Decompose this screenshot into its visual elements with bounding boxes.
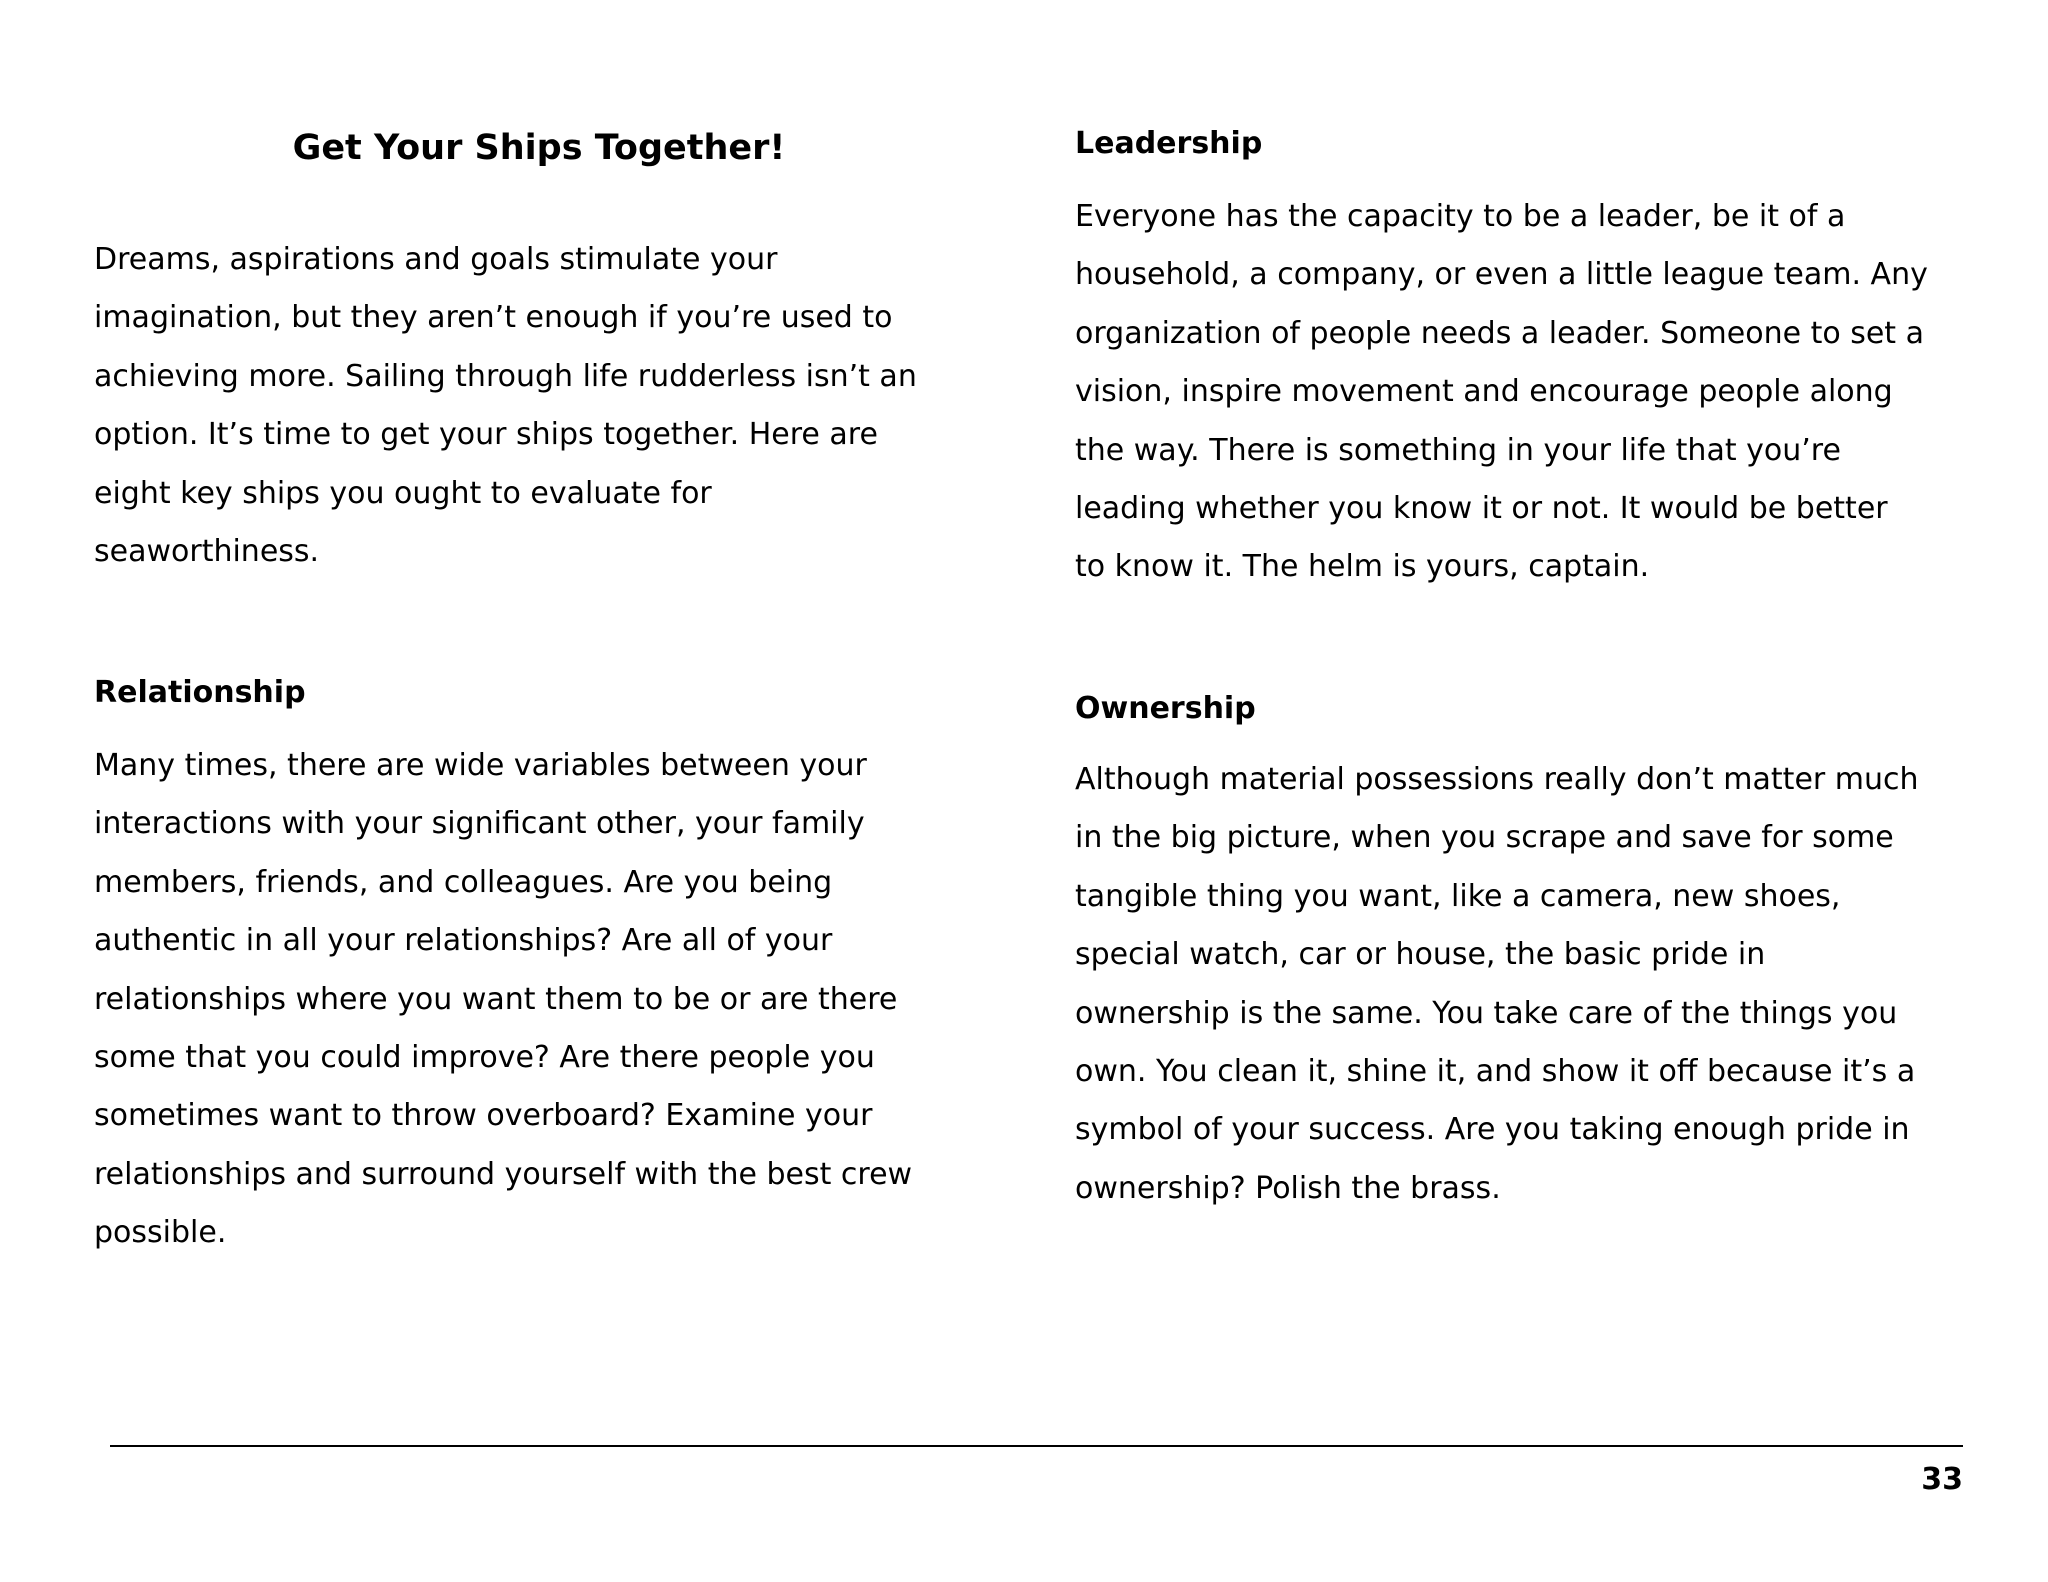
relationship-paragraph: [94, 737, 984, 1263]
text-line: symbol of your success. Are you taking enough pride in: [1075, 1112, 1910, 1148]
text-line: to know it. The helm is yours, captain.: [1075, 549, 1650, 585]
footer-divider: [110, 1445, 1963, 1447]
text-line: Although material possessions really don’t matter much: [1075, 762, 1919, 797]
text-line: leading whether you know it or not. It would be better: [1075, 491, 1888, 527]
leadership-paragraph: [1075, 188, 1965, 597]
ownership-paragraph: [1075, 751, 1965, 1218]
section-heading-relationship: Relationship: [94, 675, 306, 710]
text-line: some that you could improve? Are there people you: [94, 1040, 875, 1076]
text-line: relationships and surround yourself with the best crew: [94, 1156, 913, 1192]
text-line: Many times, there are wide variables between your: [94, 748, 867, 783]
text-line: sometimes want to throw overboard? Examine your: [94, 1098, 873, 1134]
text-line: organization of people needs a leader. Someone to set a: [1075, 315, 1924, 351]
text-line: possible.: [94, 1215, 227, 1251]
text-line: authentic in all your relationships? Are all of your: [94, 923, 833, 959]
section-heading-leadership: Leadership: [1075, 126, 1263, 161]
text-line: ownership is the same. You take care of the things you: [1075, 995, 1898, 1031]
text-line: ownership? Polish the brass.: [1075, 1170, 1501, 1206]
text-line: members, friends, and colleagues. Are you being: [94, 864, 833, 900]
text-line: imagination, but they aren’t enough if you’re used to: [94, 300, 893, 336]
text-line: household, a company, or even a little league team. Any: [1075, 257, 1928, 293]
text-line: option. It’s time to get your ships together. Here are: [94, 417, 878, 453]
text-line: seaworthiness.: [94, 534, 320, 570]
section-heading-ownership: Ownership: [1075, 691, 1256, 726]
intro-paragraph: [94, 231, 984, 581]
page-title: Get Your Ships Together!: [292, 128, 786, 168]
text-line: achieving more. Sailing through life rudderless isn’t an: [94, 358, 917, 394]
text-line: interactions with your significant other, your family: [94, 806, 865, 842]
page-number: 33: [1921, 1462, 1963, 1497]
text-line: eight key ships you ought to evaluate for: [94, 475, 712, 511]
text-line: relationships where you want them to be or are there: [94, 981, 898, 1017]
text-line: in the big picture, when you scrape and save for some: [1075, 820, 1894, 856]
text-line: Everyone has the capacity to be a leader, be it of a: [1075, 199, 1846, 234]
text-line: own. You clean it, shine it, and show it off because it’s a: [1075, 1054, 1916, 1090]
text-line: vision, inspire movement and encourage people along: [1075, 374, 1893, 410]
text-line: special watch, car or house, the basic pride in: [1075, 937, 1766, 973]
text-line: the way. There is something in your life that you’re: [1075, 432, 1841, 468]
text-line: Dreams, aspirations and goals stimulate your: [94, 242, 778, 277]
text-line: tangible thing you want, like a camera, new shoes,: [1075, 878, 1841, 914]
